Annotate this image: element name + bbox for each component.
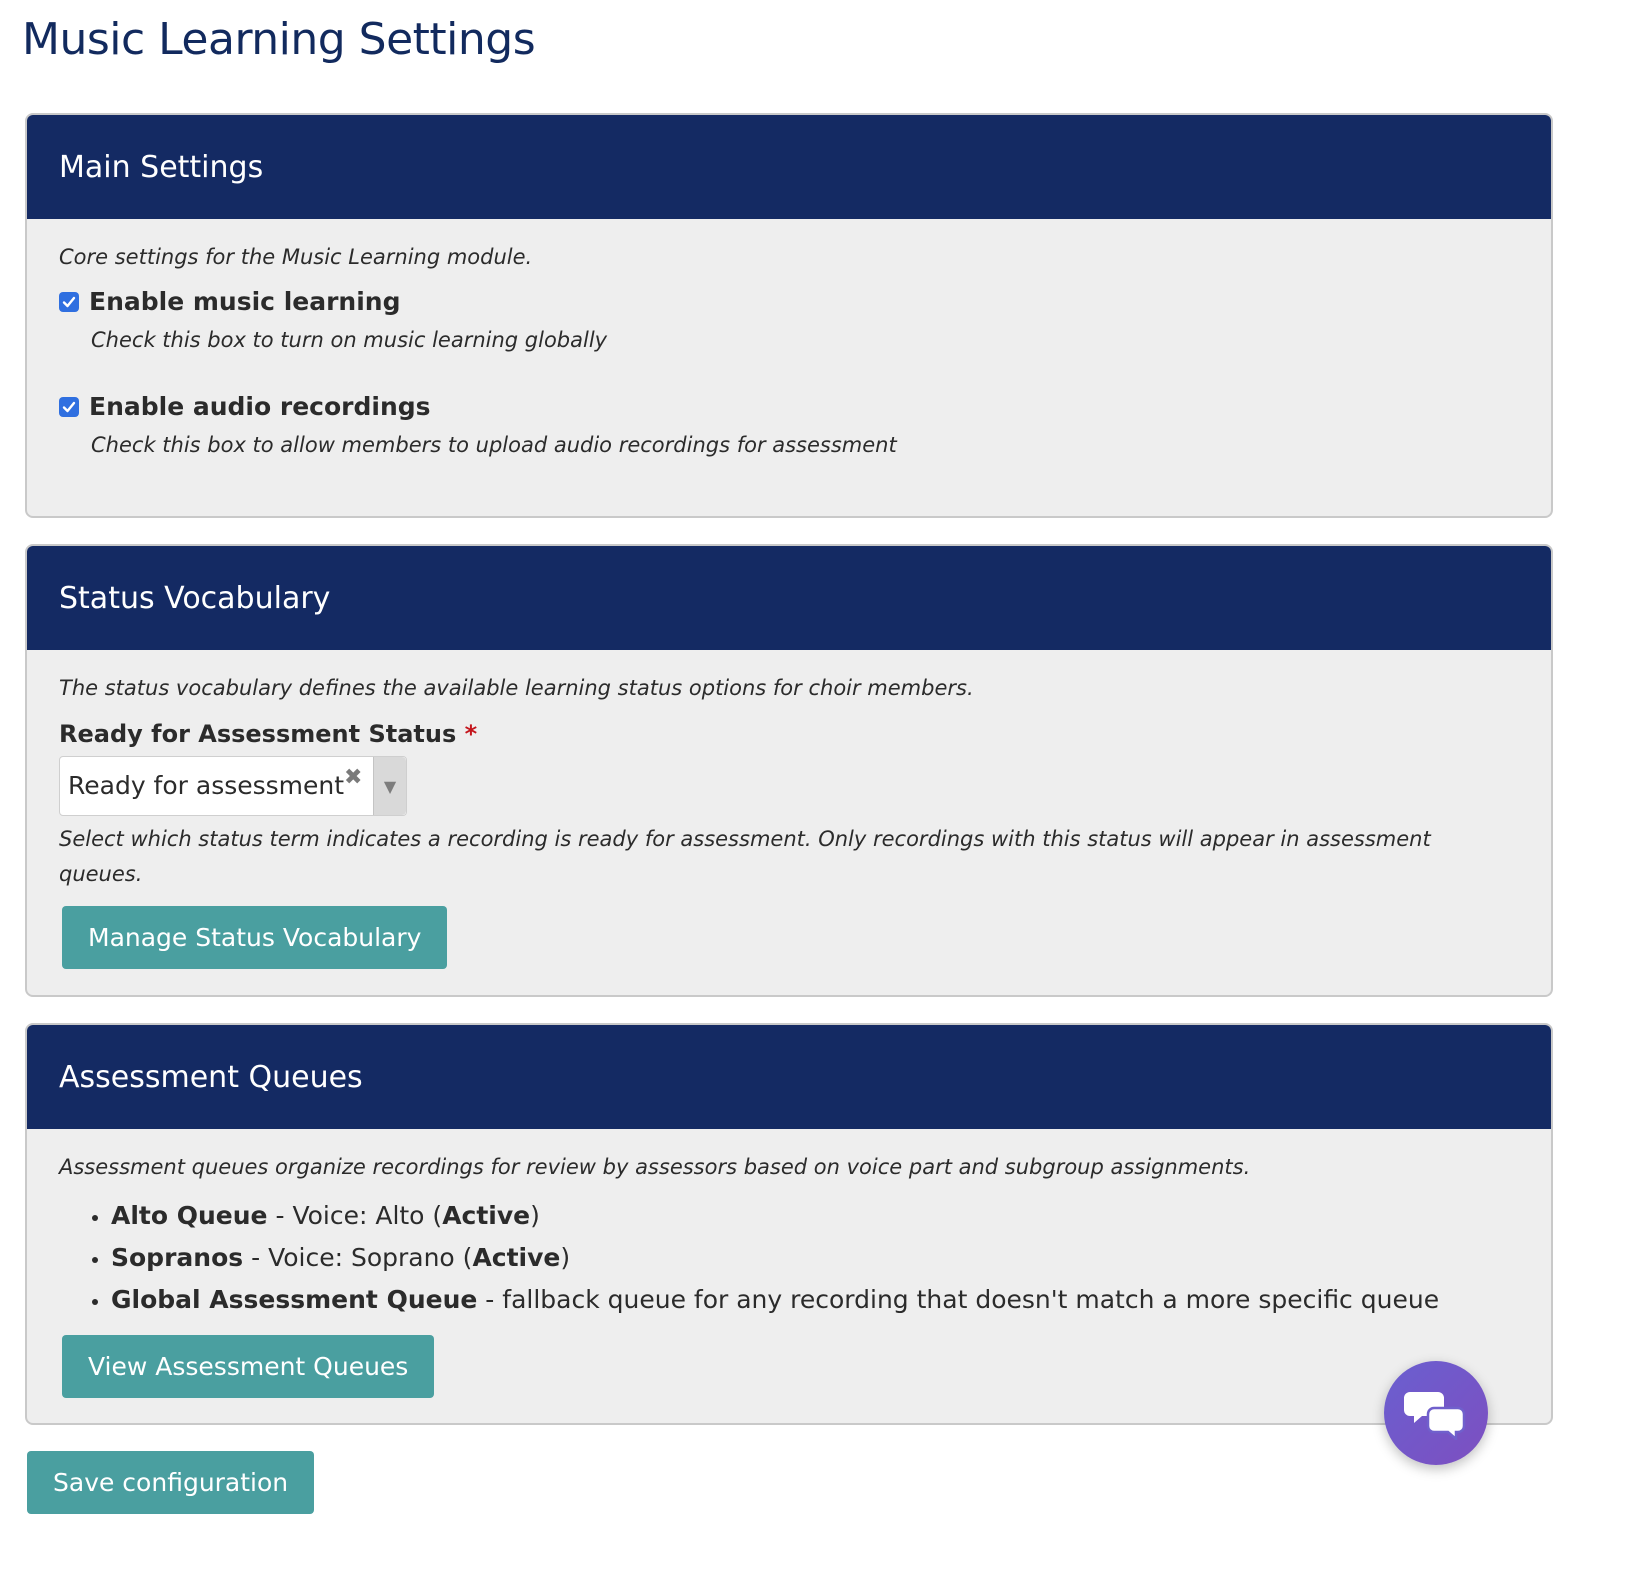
assessment-queues-panel <box>25 1023 1553 1425</box>
view-assessment-queues-button[interactable]: View Assessment Queues <box>62 1335 434 1398</box>
status-vocabulary-panel <box>25 544 1553 997</box>
queue-detail: Voice: Soprano ( <box>268 1243 473 1272</box>
main-settings-panel <box>25 113 1553 518</box>
queue-detail: fallback queue for any recording that doesn't match a more specific queue <box>502 1285 1440 1314</box>
save-configuration-button[interactable]: Save configuration <box>27 1451 314 1514</box>
enable-audio-recordings-row[interactable] <box>59 392 1519 421</box>
assessment-queues-title: Assessment Queues <box>59 1059 363 1095</box>
main-settings-description: Core settings for the Music Learning module. <box>59 245 533 269</box>
assessment-queues-description: Assessment queues organize recordings for review by assessors based on voice part and subgroup assignments. <box>59 1155 1251 1179</box>
status-vocabulary-header <box>27 546 1551 650</box>
assessment-queues-header <box>27 1025 1551 1129</box>
enable-audio-recordings-label[interactable]: Enable audio recordings <box>89 392 431 421</box>
status-vocabulary-title: Status Vocabulary <box>59 580 331 616</box>
main-settings-header <box>27 115 1551 219</box>
enable-music-learning-help: Check this box to turn on music learning globally <box>91 328 608 352</box>
status-vocabulary-body <box>27 650 1551 993</box>
ready-status-selected-value[interactable]: Ready for assessment <box>68 771 345 800</box>
required-marker: * <box>464 720 478 748</box>
queue-close: ) <box>530 1201 540 1230</box>
status-vocabulary-description: The status vocabulary defines the available learning status options for choir members. <box>59 676 974 700</box>
page-title: Music Learning Settings <box>22 14 536 65</box>
queue-name: Alto Queue <box>111 1201 268 1230</box>
queue-close: ) <box>560 1243 571 1272</box>
queue-separator: - <box>267 1201 293 1230</box>
ready-status-label-text: Ready for Assessment Status <box>59 720 457 748</box>
clear-selection-icon[interactable]: ✖ <box>344 765 363 790</box>
enable-audio-recordings-help: Check this box to allow members to upload audio recordings for assessment <box>91 433 897 457</box>
main-settings-title: Main Settings <box>59 149 264 185</box>
enable-music-learning-label[interactable]: Enable music learning <box>89 287 401 316</box>
queue-name: Global Assessment Queue <box>111 1285 478 1314</box>
queue-status: Active <box>442 1201 531 1230</box>
enable-music-learning-row[interactable] <box>59 287 1519 316</box>
chat-bubbles-icon <box>1404 1386 1468 1440</box>
queue-list <box>59 1195 1519 1321</box>
ready-status-field-label <box>59 720 1519 748</box>
checkmark-icon <box>62 400 76 414</box>
chat-button[interactable] <box>1384 1361 1488 1465</box>
enable-audio-recordings-checkbox[interactable] <box>59 397 79 417</box>
enable-music-learning-checkbox[interactable] <box>59 292 79 312</box>
manage-status-vocabulary-button[interactable]: Manage Status Vocabulary <box>62 906 447 969</box>
queue-detail: Voice: Alto ( <box>292 1201 443 1230</box>
queue-list-item <box>111 1237 1519 1279</box>
queue-status: Active <box>472 1243 561 1272</box>
ready-status-help: Select which status term indicates a recording is ready for assessment. Only recordings with this status will appear in assessment queues. <box>59 827 1431 886</box>
queue-list-item <box>111 1279 1519 1321</box>
assessment-queues-body <box>27 1129 1551 1422</box>
checkmark-icon <box>62 295 76 309</box>
queue-separator: - <box>477 1285 503 1314</box>
ready-status-select[interactable] <box>59 756 407 816</box>
queue-name: Sopranos <box>111 1243 244 1272</box>
main-settings-body <box>27 219 1551 481</box>
queue-separator: - <box>243 1243 269 1272</box>
queue-list-item <box>111 1195 1519 1237</box>
dropdown-arrow-icon[interactable]: ▼ <box>373 757 406 815</box>
